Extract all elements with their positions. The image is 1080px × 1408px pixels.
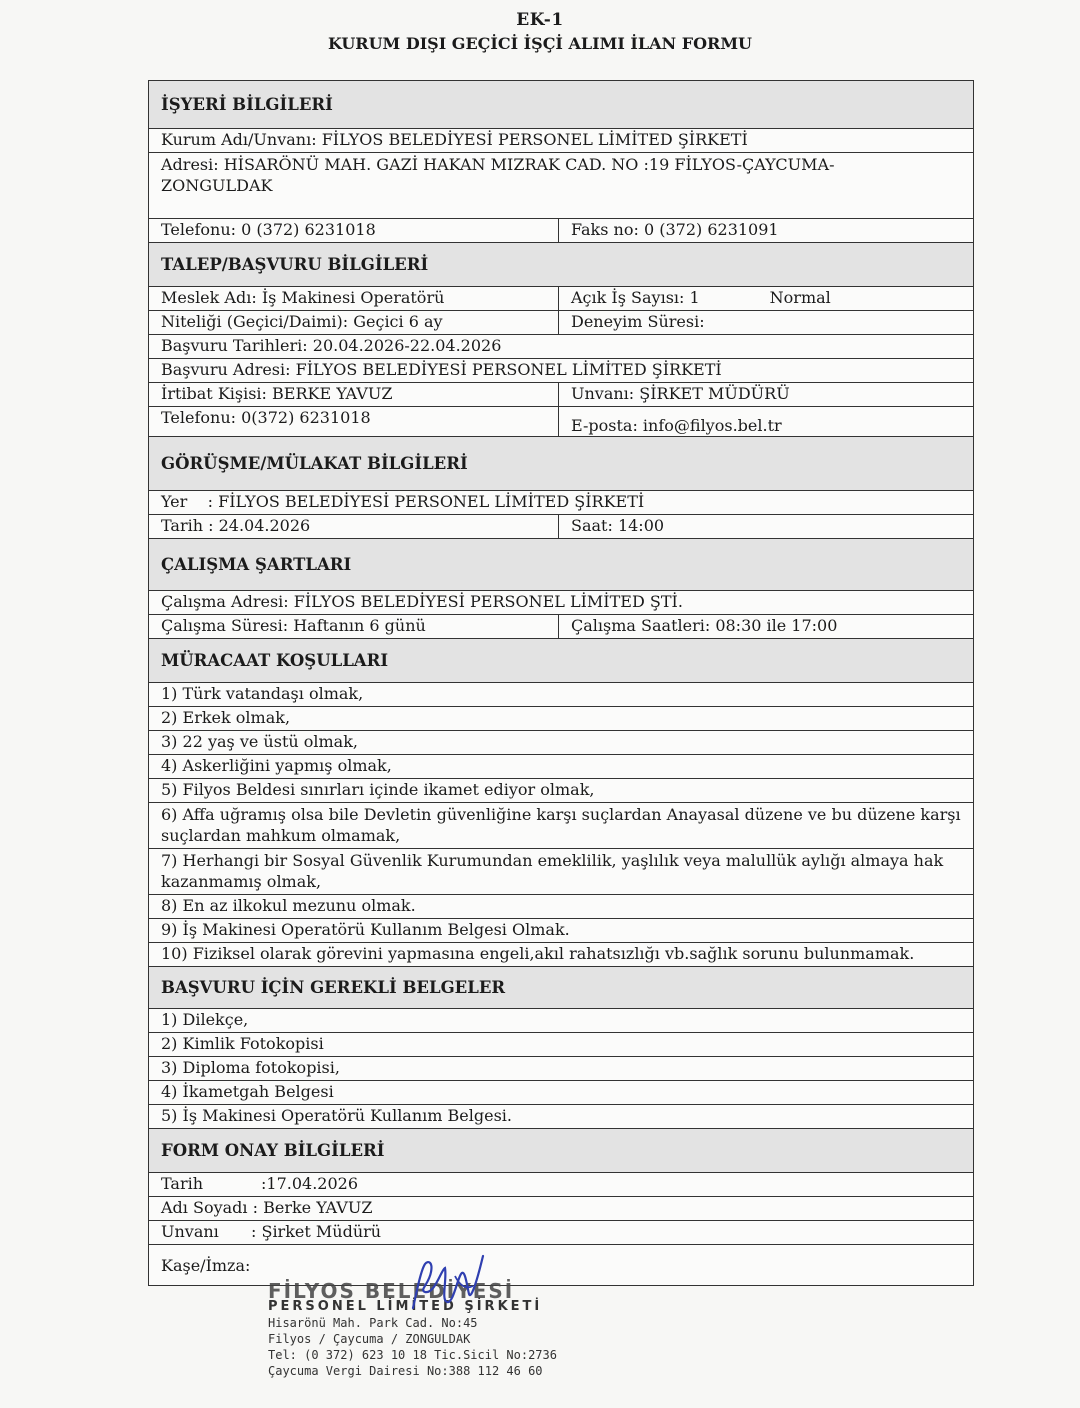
document-item <box>148 1008 974 1032</box>
stamp-signature-label: Kaşe/İmza: <box>161 1255 251 1275</box>
stamp-line-2: PERSONEL LİMİTED ŞİRKETİ <box>268 1299 543 1314</box>
row-approval-title <box>148 1220 974 1244</box>
row-approval-name <box>148 1196 974 1220</box>
row-interview-place <box>148 490 974 514</box>
interview-time: Saat: 14:00 <box>571 516 665 535</box>
document-item <box>148 1056 974 1080</box>
workplace-fax: Faks no: 0 (372) 6231091 <box>571 220 779 239</box>
experience: Deneyim Süresi: <box>571 312 705 331</box>
interview-date: Tarih : 24.04.2026 <box>149 515 559 538</box>
row-work-time <box>148 614 974 638</box>
document-text: 3) Diploma fotokopisi, <box>161 1058 340 1077</box>
open-positions <box>559 287 973 310</box>
approval-date-label: Tarih <box>161 1174 204 1193</box>
section-approval-heading: FORM ONAY BİLGİLERİ <box>148 1128 974 1172</box>
document-text: 1) Dilekçe, <box>161 1010 249 1029</box>
work-address: Çalışma Adresi: FİLYOS BELEDİYESİ PERSONEL LİMİTED ŞTİ. <box>161 592 683 611</box>
workplace-address <box>149 153 973 218</box>
row-approval-date <box>148 1172 974 1196</box>
section-interview-heading: GÖRÜŞME/MÜLAKAT BİLGİLERİ <box>148 436 974 490</box>
open-positions-count: Açık İş Sayısı: 1 <box>571 288 700 307</box>
requirement-item <box>148 894 974 918</box>
position-type: Normal <box>769 288 831 307</box>
approval-date-value: :17.04.2026 <box>261 1174 358 1193</box>
requirement-text: 4) Askerliğini yapmış olmak, <box>161 756 392 775</box>
requirement-item <box>148 942 974 966</box>
section-request-heading: TALEP/BAŞVURU BİLGİLERİ <box>148 242 974 286</box>
requirement-text: 8) En az ilkokul mezunu olmak. <box>161 896 416 915</box>
document-text: 5) İş Makinesi Operatörü Kullanım Belgesi. <box>161 1106 512 1125</box>
row-application-address <box>148 358 974 382</box>
stamp-line-3: Hisarönü Mah. Park Cad. No:45 <box>268 1316 478 1330</box>
section-documents-heading: BAŞVURU İÇİN GEREKLİ BELGELER <box>148 966 974 1008</box>
requirement-item <box>148 802 974 848</box>
row-nature <box>148 310 974 334</box>
document-text: 4) İkametgah Belgesi <box>161 1082 334 1101</box>
signature-icon <box>395 1250 505 1330</box>
section-requirements-heading: MÜRACAAT KOŞULLARI <box>148 638 974 682</box>
contact-title: Unvanı: ŞİRKET MÜDÜRÜ <box>571 384 790 403</box>
institution-name: Kurum Adı/Unvanı: FİLYOS BELEDİYESİ PERSONEL LİMİTED ŞİRKETİ <box>161 130 748 149</box>
section-conditions-heading: ÇALIŞMA ŞARTLARI <box>148 538 974 590</box>
requirement-text: 3) 22 yaş ve üstü olmak, <box>161 732 358 751</box>
section-workplace-heading: İŞYERİ BİLGİLERİ <box>148 80 974 128</box>
row-contact-phone-email <box>148 406 974 436</box>
requirement-item <box>148 778 974 802</box>
announcement-form <box>148 80 974 1286</box>
stamp-line-6: Çaycuma Vergi Dairesi No:388 112 46 60 <box>268 1364 543 1378</box>
work-hours: Çalışma Saatleri: 08:30 ile 17:00 <box>571 616 838 635</box>
document-item <box>148 1080 974 1104</box>
approval-title-value: : Şirket Müdürü <box>251 1222 382 1241</box>
stamp-line-4: Filyos / Çaycuma / ZONGULDAK <box>268 1332 471 1346</box>
document-item <box>148 1104 974 1128</box>
row-institution <box>148 128 974 152</box>
requirement-item <box>148 730 974 754</box>
stamp-line-5: Tel: (0 372) 623 10 18 Tic.Sicil No:2736 <box>268 1348 557 1362</box>
requirement-item <box>148 848 974 894</box>
contact-person: İrtibat Kişisi: BERKE YAVUZ <box>149 383 559 406</box>
document-item <box>148 1032 974 1056</box>
requirement-text: 6) Affa uğramış olsa bile Devletin güvenliğine karşı suçlardan Anayasal düzene ve bu düzene karşı suçlardan mahkum olmamak, <box>161 805 961 845</box>
requirement-text: 7) Herhangi bir Sosyal Güvenlik Kurumundan emeklilik, yaşlılık veya malullük aylığı almaya hak kazanmamış olmak, <box>161 851 944 891</box>
row-occupation <box>148 286 974 310</box>
requirement-item <box>148 754 974 778</box>
job-nature: Niteliği (Geçici/Daimi): Geçici 6 ay <box>149 311 559 334</box>
row-dates <box>148 334 974 358</box>
contact-email[interactable]: E-posta: info@filyos.bel.tr <box>571 416 782 435</box>
document-text: 2) Kimlik Fotokopisi <box>161 1034 324 1053</box>
form-title: KURUM DIŞI GEÇİCİ İŞÇİ ALIMI İLAN FORMU <box>328 34 752 53</box>
requirement-text: 9) İş Makinesi Operatörü Kullanım Belgesi Olmak. <box>161 920 570 939</box>
requirement-text: 2) Erkek olmak, <box>161 708 291 727</box>
address-line-2: ZONGULDAK <box>161 176 273 195</box>
requirement-text: 5) Filyos Beldesi sınırları içinde ikamet ediyor olmak, <box>161 780 595 799</box>
requirement-text: 1) Türk vatandaşı olmak, <box>161 684 364 703</box>
row-phone-fax <box>148 218 974 242</box>
approval-title <box>149 1221 973 1244</box>
document-header <box>0 10 1080 53</box>
application-address: Başvuru Adresi: FİLYOS BELEDİYESİ PERSONEL LİMİTED ŞİRKETİ <box>161 360 722 379</box>
row-contact <box>148 382 974 406</box>
requirement-item <box>148 706 974 730</box>
approval-name: Adı Soyadı : Berke YAVUZ <box>161 1198 373 1217</box>
contact-phone: Telefonu: 0(372) 6231018 <box>149 407 559 436</box>
annex-code: EK-1 <box>516 10 564 30</box>
occupation: Meslek Adı: İş Makinesi Operatörü <box>149 287 559 310</box>
approval-title-label: Unvanı <box>161 1222 219 1241</box>
requirement-item <box>148 918 974 942</box>
interview-place: Yer : FİLYOS BELEDİYESİ PERSONEL LİMİTED ŞİRKETİ <box>161 492 645 511</box>
requirement-item <box>148 682 974 706</box>
requirement-text: 10) Fiziksel olarak görevini yapmasına engeli,akıl rahatsızlığı vb.sağlık sorunu bulunmamak. <box>161 944 915 963</box>
row-address <box>148 152 974 218</box>
row-interview-datetime <box>148 514 974 538</box>
workplace-phone: Telefonu: 0 (372) 6231018 <box>149 219 559 242</box>
row-work-address <box>148 590 974 614</box>
work-duration: Çalışma Süresi: Haftanın 6 günü <box>149 615 559 638</box>
address-line-1: Adresi: HİSARÖNÜ MAH. GAZİ HAKAN MIZRAK CAD. NO :19 FİLYOS-ÇAYCUMA- <box>161 155 835 174</box>
approval-date <box>149 1173 973 1196</box>
stamp-line-1: FİLYOS BELEDİYESİ <box>268 1279 515 1303</box>
application-dates: Başvuru Tarihleri: 20.04.2026-22.04.2026 <box>161 336 502 355</box>
